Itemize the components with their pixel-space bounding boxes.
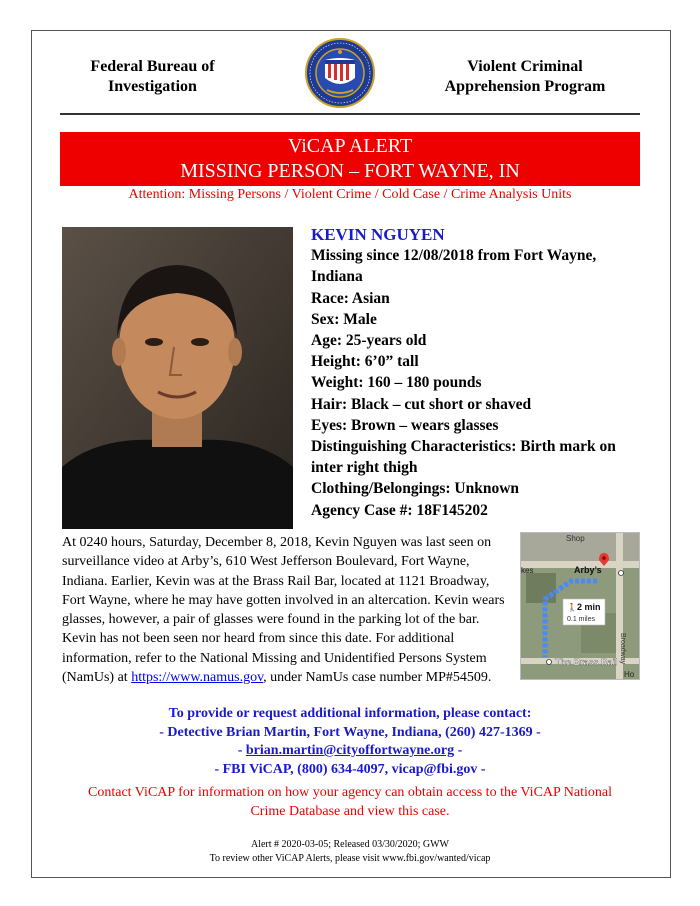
header-divider (60, 113, 640, 115)
program-name-line2: Apprehension Program (444, 78, 606, 95)
program-name-line1: Violent Criminal (467, 58, 583, 75)
race: Race: Asian (311, 289, 390, 307)
agency-name-line2: Investigation (108, 78, 197, 95)
footer-alert-number: Alert # 2020-03-05; Released 03/30/2020; GWW (250, 839, 449, 850)
walk-person-icon: 🚶 (567, 603, 577, 612)
contact-detective: - Detective Brian Martin, Fort Wayne, Indiana, (260) 427-1369 - (159, 724, 541, 740)
person-details (311, 224, 621, 521)
age: Age: 25-years old (311, 332, 427, 350)
clothing-belongings: Clothing/Belongings: Unknown (311, 480, 520, 498)
contact-section (60, 705, 640, 779)
weight: Weight: 160 – 180 pounds (311, 374, 482, 392)
person-name: KEVIN NGUYEN (311, 225, 445, 244)
missing-since: Missing since 12/08/2018 from Fort Wayne, Indiana (311, 247, 597, 286)
street-label-broadway: Broadway (619, 633, 626, 665)
case-narrative (62, 533, 512, 687)
hair: Hair: Black – cut short or shaved (311, 395, 532, 413)
height: Height: 6’0” tall (311, 353, 419, 371)
contact-fbi-vicap: - FBI ViCAP, (800) 634-4097, vicap@fbi.gov - (214, 761, 486, 777)
email-prefix: - (237, 743, 246, 758)
narrative-text: At 0240 hours, Saturday, December 8, 2018, Kevin Nguyen was last seen on surveillance video at Arby’s, 610 West Jefferson Boulevard, Fort Wayne, Indiana. Earlier, Kevin was at the Brass Rail Bar, located at 1121 Broadway, Fort Wayne, where he may have gotten involved in an altercation. Kevin wears glasses, however, a pair of glasses were found in the parking lot of the bar. Kevin has not been seen nor heard from since this date. For additional information, refer to the National Missing and Unidentified Persons System (NamUs) at (62, 535, 505, 686)
agency-name (70, 57, 235, 97)
namus-link[interactable]: https://www.namus.gov (131, 670, 264, 686)
narrative-text-end: , under NamUs case number MP#54509. (263, 670, 492, 686)
distinguishing-characteristics: Distinguishing Characteristics: Birth mark on inter right thigh (311, 438, 616, 477)
alert-title: ViCAP ALERT (287, 135, 413, 157)
fbi-seal-icon (305, 38, 375, 108)
map-label-arbys: Arby’s (574, 565, 602, 575)
sex: Sex: Male (311, 310, 377, 328)
vicap-access-note: Contact ViCAP for information on how your agency can obtain access to the ViCAP National Crime Database and view this case. (88, 785, 612, 819)
footer (60, 838, 640, 866)
map-label-shop: Shop (566, 534, 585, 543)
detective-email-link[interactable]: brian.martin@cityoffortwayne.org (245, 743, 455, 758)
footer-visit-line: To review other ViCAP Alerts, please visit www.fbi.gov/wanted/vicap (209, 853, 491, 864)
missing-person-photo (62, 227, 293, 529)
walk-distance: 0.1 miles (567, 616, 596, 623)
agency-name-line1: Federal Bureau of (90, 58, 215, 75)
walk-time: 2 min (577, 602, 601, 612)
origin-dot-icon (547, 660, 552, 665)
alert-banner (60, 132, 640, 186)
map-edge-label-right: Ho (624, 670, 635, 679)
map-label-brass-rail: The Brass Rail (555, 657, 618, 667)
location-map (520, 532, 640, 680)
alert-subtitle: MISSING PERSON – FORT WAYNE, IN (180, 160, 520, 182)
email-suffix: - (454, 743, 463, 758)
map-edge-label-left: kes (521, 566, 534, 575)
contact-email-line (60, 742, 640, 761)
agency-case-number: Agency Case #: 18F145202 (311, 501, 488, 519)
eyes: Eyes: Brown – wears glasses (311, 416, 499, 434)
contact-heading: To provide or request additional information, please contact: (168, 706, 532, 721)
attention-line: Attention: Missing Persons / Violent Crime / Cold Case / Crime Analysis Units (128, 187, 572, 202)
program-name (420, 57, 630, 97)
